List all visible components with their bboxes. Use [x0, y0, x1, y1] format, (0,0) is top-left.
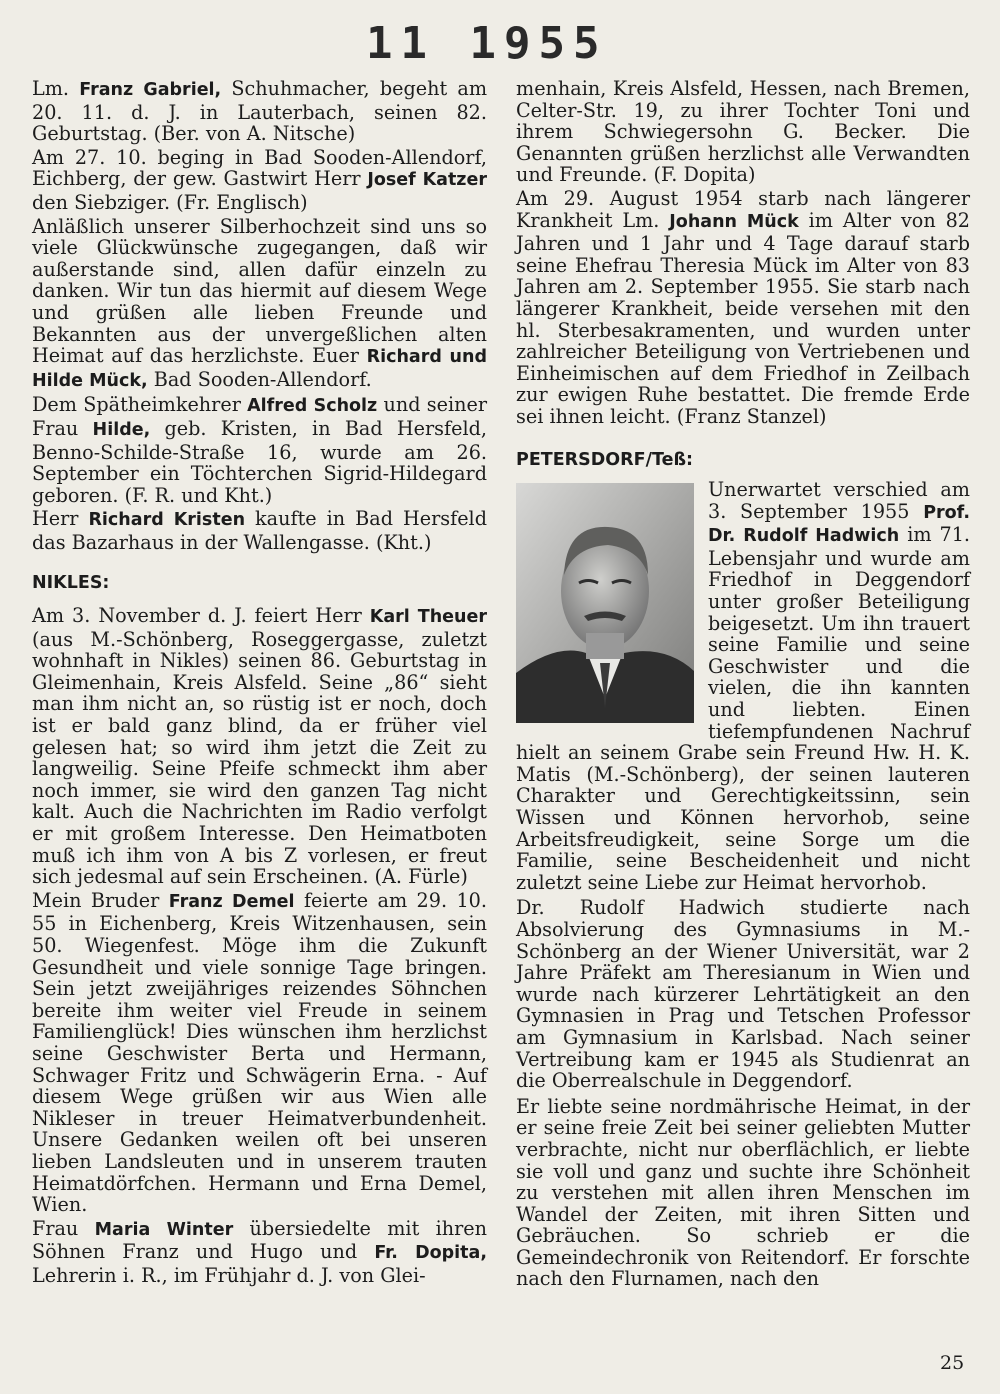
paragraph-scholz: Dem Spätheimkehrer Alfred Scholz und seiner Frau Hilde, geb. Kristen, in Bad Hersfeld, Benno-Schilde-Straße 16, wurde am 26. September ein Töchterchen Sigrid-Hildegard geboren. (F. R. und Kht.)	[32, 393, 487, 507]
paragraph-mueck: Am 29. August 1954 starb nach längerer Krankheit Lm. Johann Mück im Alter von 82 Jahren und 1 Jahr und 4 Tage darauf starb seine Ehefrau Theresia Mück im Alter von 83 Jahren am 2. September 1955. Sie starb nach längerer Krankheit, beide versehen mit den hl. Sterbesakramenten, und wurden unter zahlreicher Beteiligung von Vertriebenen und Einheimischen auf dem Friedhof in Zeilbach zur ewigen Ruhe bestattet. Die fremde Erde sei ihnen leicht. (Franz Stanzel)	[516, 186, 970, 428]
portrait-photo	[516, 483, 694, 723]
paragraph-katzer: Am 27. 10. beging in Bad Sooden-Allendorf, Eichberg, der gew. Gastwirt Herr Josef Katzer den Siebziger. (Fr. Englisch)	[32, 145, 487, 214]
paragraph-hadwich-obituary: Unerwartet verschied am 3. September 1955 Prof. Dr. Rudolf Hadwich im 71. Lebensjahr und wurde am Friedhof in Deggendorf unter großer Beteiligung beigesetzt. Um ihn trauert seine Familie und seine Geschwister und die vielen, die ihn kannten und liebten. Einen tiefempfundenen Nachruf hielt an seinem Grabe sein Freund Hw. H. K. Matis (M.-Schönberg), der seinen lauteren Charakter und Gerechtigkeitssinn, sein Wissen und Können hervorhob, seine Arbeitsfreudigkeit, seine Sorge um die Familie, seine Bescheidenheit und nicht zuletzt seine Liebe zur Heimat hervorhob.	[516, 478, 970, 894]
right-column	[516, 78, 970, 1290]
paragraph-silberhochzeit: Anläßlich unserer Silberhochzeit sind uns so viele Glückwünsche zugegangen, daß wir außerstande sind, allen dafür einzeln zu danken. Wir tun das hiermit auf diesem Wege und grüßen alle lieben Freunde und Bekannten aus der unvergeßlichen alten Heimat auf das herzlichste. Euer Richard und Hilde Mück, Bad Sooden-Allendorf.	[32, 214, 487, 391]
date-stamp: 11 1955	[366, 18, 608, 69]
left-column	[32, 78, 487, 1286]
paragraph-dopita-continued: menhain, Kreis Alsfeld, Hessen, nach Bremen, Celter-Str. 19, zu ihrer Tochter Toni und ihrem Schwiegersohn G. Becker. Die Genannten grüßen herzlichst alle Verwandten und Freunde. (F. Dopita)	[516, 77, 970, 187]
page-number: 25	[940, 1352, 965, 1374]
paragraph-hadwich-heimat: Er liebte seine nordmährische Heimat, in der er seine freie Zeit bei seiner geliebten Mutter verbrachte, nicht nur oberflächlich, er liebte sie voll und ganz und suchte ihre Schönheit zu verstehen mit allen ihren Menschen im Wandel der Zeiten, mit ihren Sitten und Gebräuchen. So schrieb er die Gemeindechronik von Reitendorf. Er forschte nach den Flurnamen, nach den	[516, 1094, 970, 1291]
paragraph-hadwich-career: Dr. Rudolf Hadwich studierte nach Absolvierung des Gymnasiums in M.-Schönberg an der Wiener Universität, war 2 Jahre Präfekt am Theresianum in Wien und wurde nach kürzerer Lehrtätigkeit an den Gymnasien in Prag und Tetschen Professor am Gymnasium in Karlsbad. Nach seiner Vertreibung kam er 1945 als Studienrat an die Oberrealschule in Deggendorf.	[516, 896, 970, 1093]
paragraph-winter: Frau Maria Winter übersiedelte mit ihren Söhnen Franz und Hugo und Fr. Dopita, Lehrerin i. R., im Frühjahr d. J. von Glei-	[32, 1216, 487, 1287]
paragraph-demel: Mein Bruder Franz Demel feierte am 29. 10. 55 in Eichenberg, Kreis Witzenhausen, sein 50. Wiegenfest. Möge ihm die Zukunft Gesundheit und viele sonnige Tage bringen. Sein jetzt zweijähriges reizendes Söhnchen bereite ihm weiter viel Freude in seinem Familienglück! Dies wünschen ihm herzlichst seine Geschwister Berta und Hermann, Schwager Fritz und Schwägerin Erna. - Auf diesem Wege grüßen wir aus Wien alle Nikleser in treuer Heimatverbundenheit. Unsere Gedanken weilen oft bei unseren lieben Landsleuten und in unserem trauten Heimatdörfchen. Hermann und Erna Demel, Wien.	[32, 888, 487, 1217]
paragraph-theuer: Am 3. November d. J. feiert Herr Karl Theuer (aus M.-Schönberg, Roseggergasse, zuletzt wohnhaft in Nikles) seinen 86. Geburtstag in Gleimenhain, Kreis Alsfeld. Seine „86“ sieht man ihm nicht an, so rüstig ist er noch, doch ist er bald ganz blind, da er früher viel gelesen hat; so wird ihm jetzt die Zeit zu langweilig. Seine Pfeife schmeckt ihm aber noch immer, sie wird den ganzen Tag nicht kalt. Auch die Nachrichten im Radio verfolgt er mit großem Interesse. Den Heimatboten muß ich ihm von A bis Z vorlesen, er freut sich jedesmal auf sein Erscheinen. (A. Fürle)	[32, 604, 487, 889]
section-heading-nikles: NIKLES:	[32, 573, 110, 594]
paragraph-gabriel: Lm. Franz Gabriel, Schuhmacher, begeht am 20. 11. d. J. in Lauterbach, seinen 82. Geburtstag. (Ber. von A. Nitsche)	[32, 77, 488, 146]
paragraph-kristen: Herr Richard Kristen kaufte in Bad Hersfeld das Bazarhaus in der Wallengasse. (Kht.)	[32, 507, 487, 554]
section-heading-petersdorf: PETERSDORF/Teß:	[516, 449, 694, 470]
